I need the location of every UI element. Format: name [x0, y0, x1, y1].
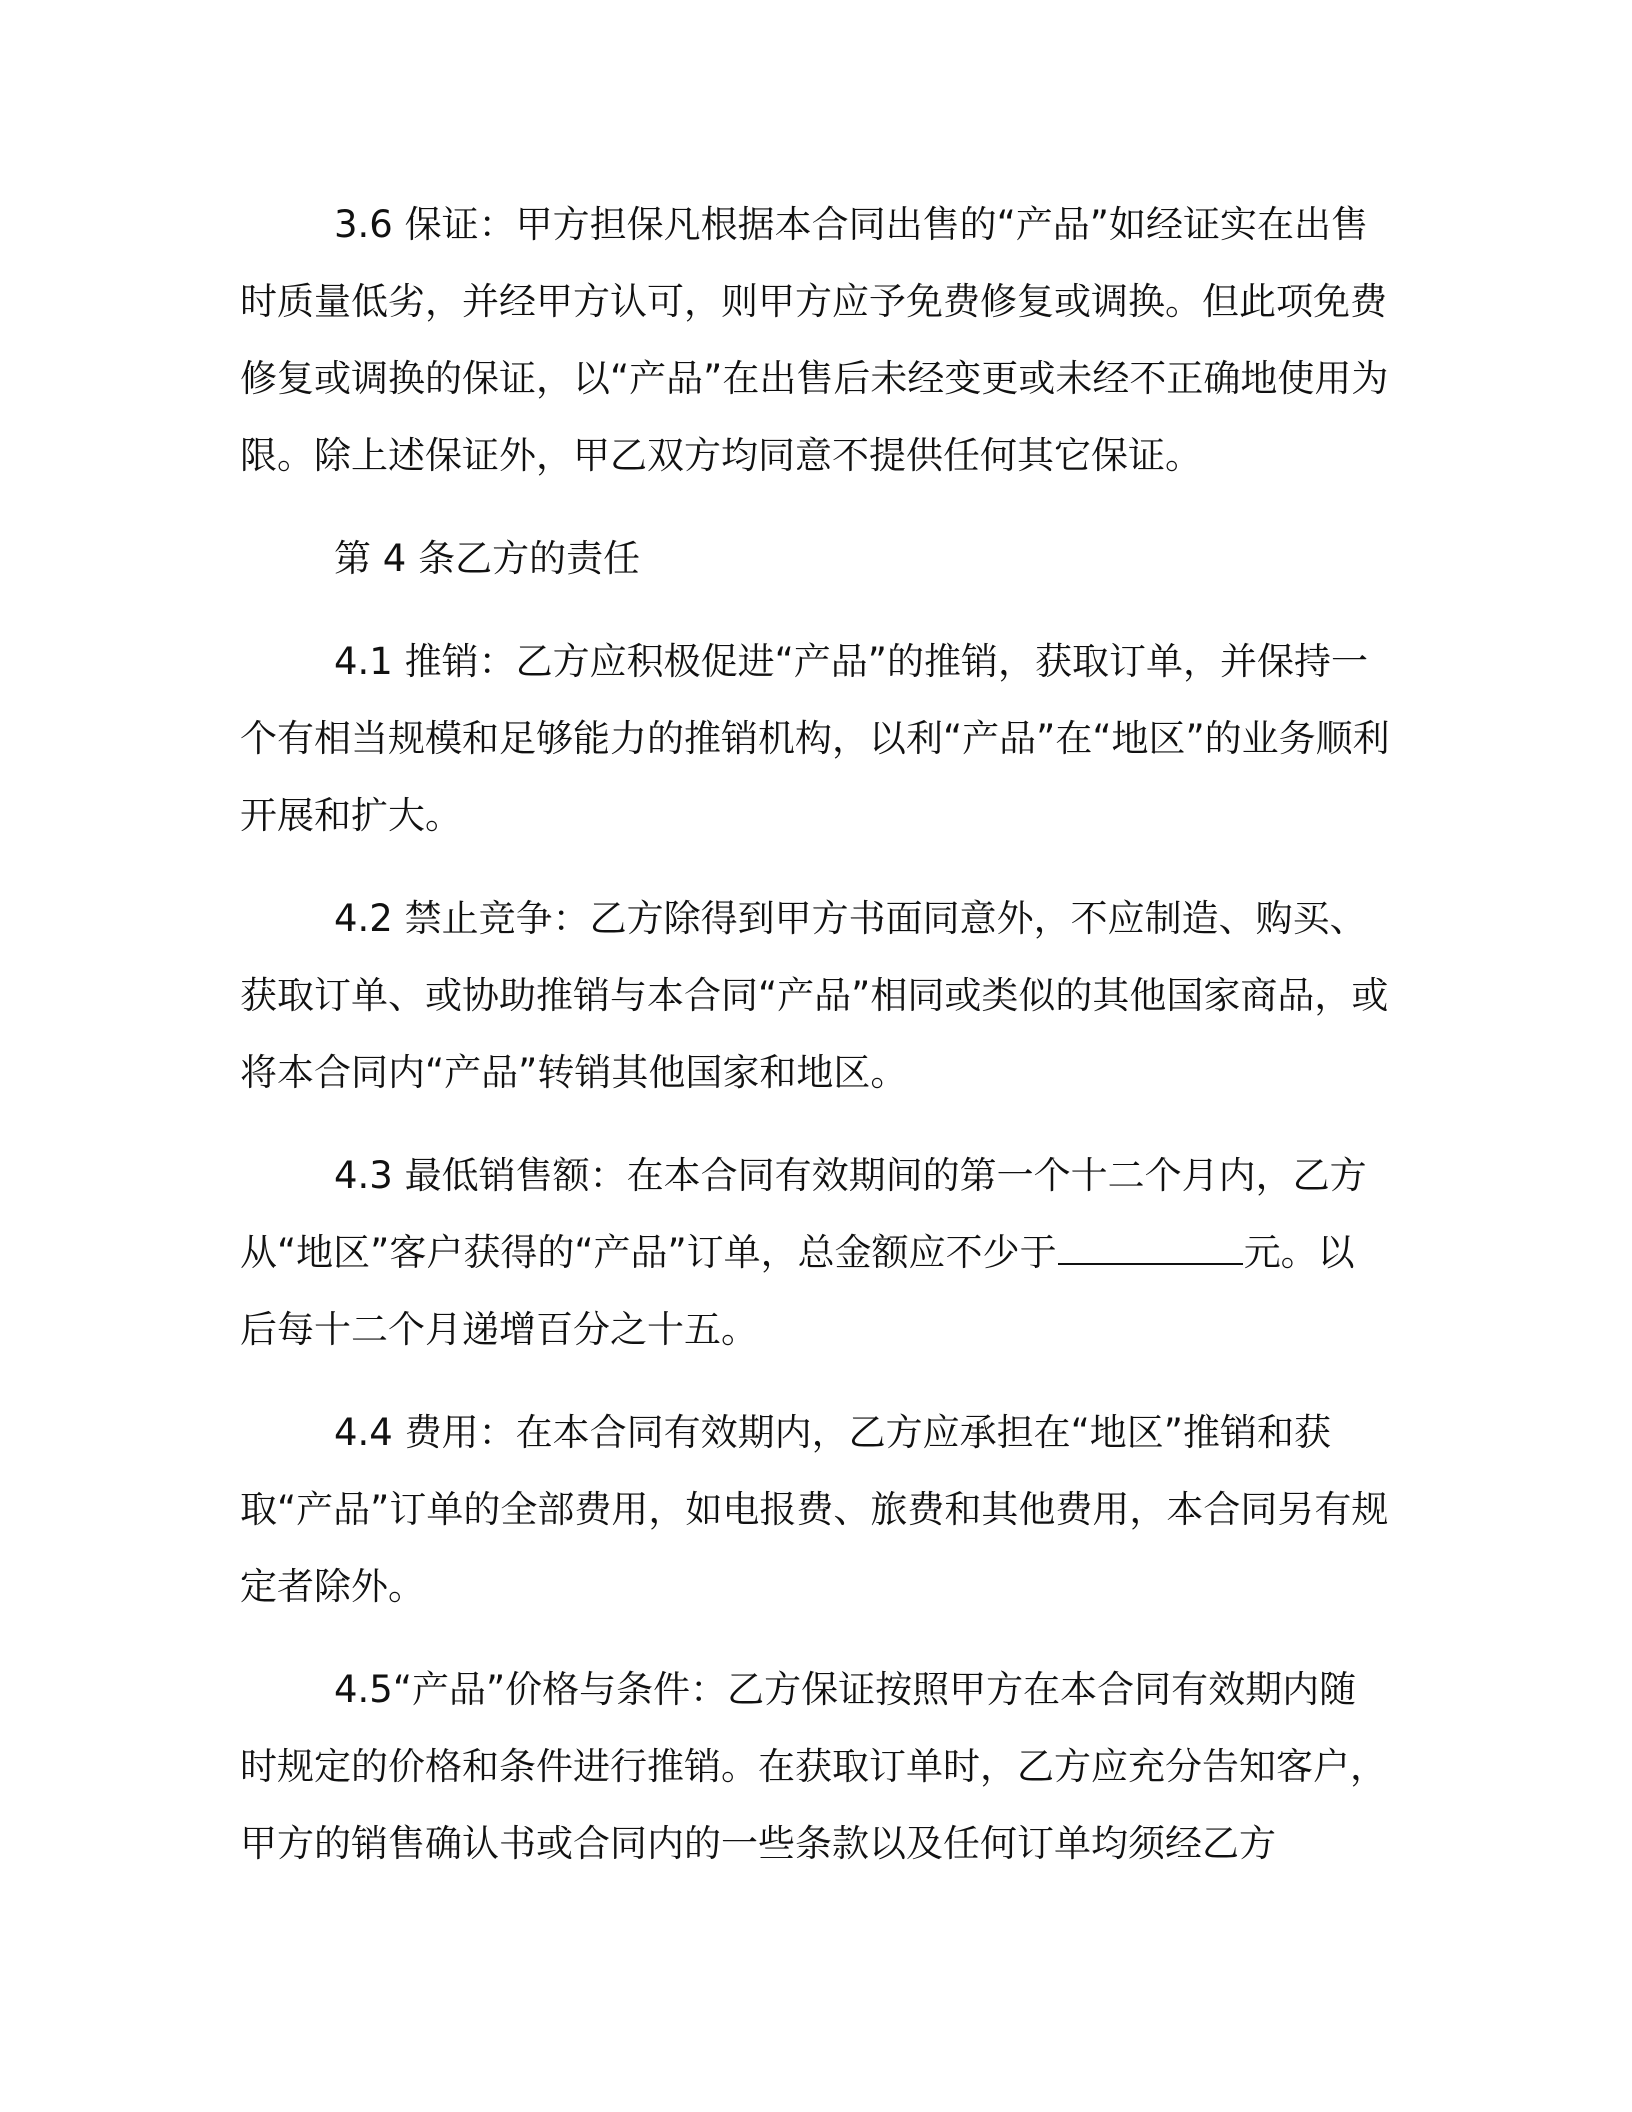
document-body: [240, 186, 1390, 1882]
section-heading-article-4: 第 4 条乙方的责任: [334, 537, 641, 580]
paragraph-4-1-promotion: 4.1 推销：乙方应积极促进“产品”的推销，获取订单，并保持一个有相当规模和足够能力的推销机构，以利“产品”在“地区”的业务顺利开展和扩大。: [240, 640, 1390, 837]
paragraph-3-6-warranty: 3.6 保证：甲方担保凡根据本合同出售的“产品”如经证实在出售时质量低劣，并经甲方认可，则甲方应予免费修复或调换。但此项免费修复或调换的保证，以“产品”在出售后未经变更或未经不正确地使用为限。除上述保证外，甲乙双方均同意不提供任何其它保证。: [240, 203, 1389, 477]
paragraph-4-3-text-before-blank: 4.3 最低销售额：在本合同有效期间的第一个十二个月内，乙方从“地区”客户获得的“产品”订单，总金额应不少于: [240, 1154, 1367, 1274]
paragraph-4-2-non-competition: 4.2 禁止竞争：乙方除得到甲方书面同意外，不应制造、购买、获取订单、或协助推销与本合同“产品”相同或类似的其他国家商品，或将本合同内“产品”转销其他国家和地区。: [240, 897, 1389, 1094]
paragraph-4-4-expenses: 4.4 费用：在本合同有效期内，乙方应承担在“地区”推销和获取“产品”订单的全部费用，如电报费、旅费和其他费用，本合同另有规定者除外。: [240, 1411, 1389, 1608]
amount-blank-line: [1058, 1233, 1243, 1265]
paragraph-4-3-text-after-blank: 元。以后每十二个月递增百分之十五。: [240, 1231, 1355, 1351]
paragraph-4-5-price-and-terms: 4.5“产品”价格与条件：乙方保证按照甲方在本合同有效期内随时规定的价格和条件进行推销。在获取订单时，乙方应充分告知客户，甲方的销售确认书或合同内的一些条款以及任何订单均须经乙方: [240, 1668, 1387, 1865]
paragraph-4-3-minimum-sales: [240, 1137, 1390, 1368]
